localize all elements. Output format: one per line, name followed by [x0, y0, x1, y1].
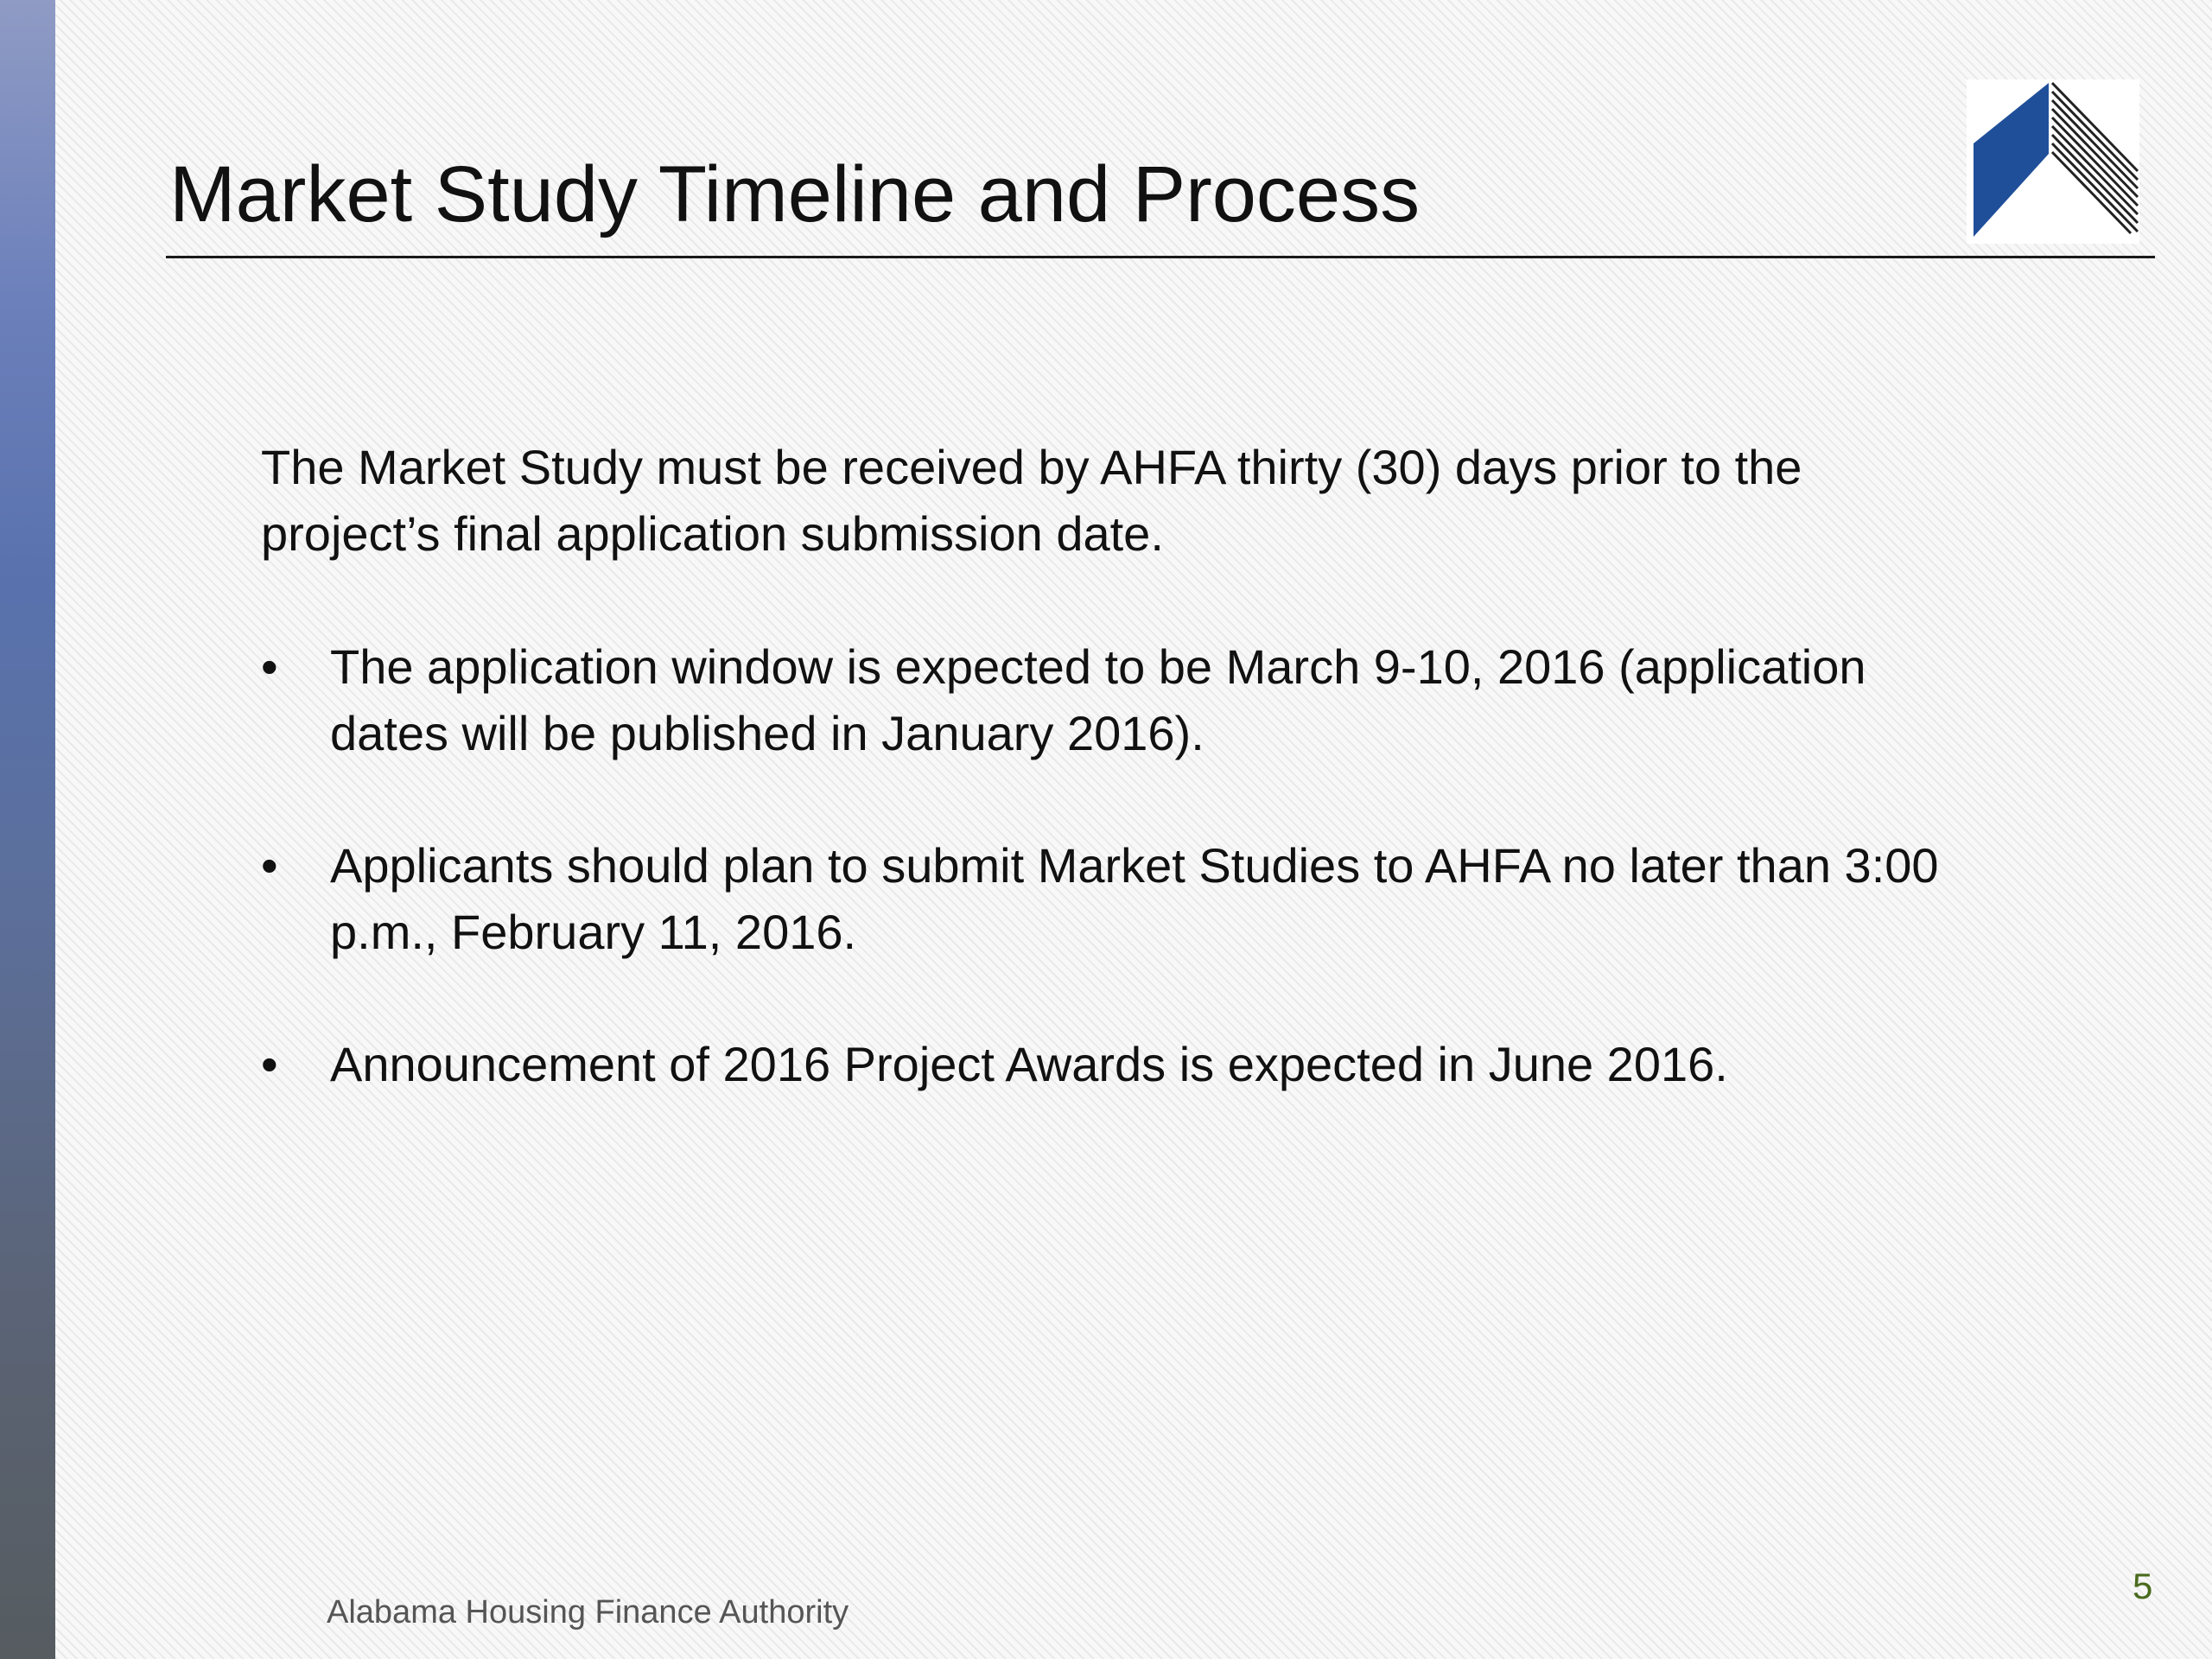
bullet-marker: •: [261, 639, 278, 694]
bullet-list: [261, 633, 1972, 1097]
footer-organization: Alabama Housing Finance Authority: [327, 1594, 849, 1630]
side-accent-bar: [0, 0, 55, 1659]
bullet-marker: •: [261, 1037, 278, 1091]
intro-paragraph: The Market Study must be received by AHFA thirty (30) days prior to the project’s final application submission date.: [261, 440, 1802, 561]
bullet-text: Applicants should plan to submit Market Studies to AHFA no later than 3:00 p.m., February 11, 2016.: [330, 838, 1939, 959]
page-number: 5: [2133, 1566, 2153, 1606]
bullet-marker: •: [261, 838, 278, 893]
bullet-item: [261, 832, 1972, 965]
bullet-item: [261, 1031, 1972, 1097]
bullet-text: Announcement of 2016 Project Awards is expected in June 2016.: [330, 1037, 1728, 1091]
slide-title: Market Study Timeline and Process: [169, 150, 1421, 238]
bullet-text: The application window is expected to be March 9-10, 2016 (application dates will be published in January 2016).: [330, 639, 1866, 760]
slide-body: [261, 434, 1972, 1163]
ahfa-logo-icon: [1967, 79, 2139, 244]
title-divider: [166, 256, 2155, 258]
bullet-item: [261, 633, 1972, 766]
